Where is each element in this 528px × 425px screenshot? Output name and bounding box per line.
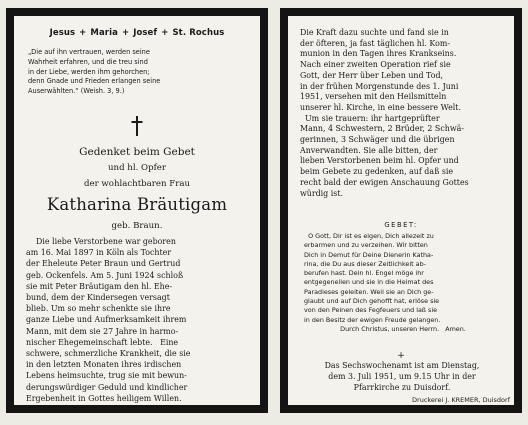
bio-line: nischer Ehegemeinschaft lebte. Eine bbox=[26, 337, 179, 347]
prayer-line: berufen hast. Dein hl. Engel möge ihr bbox=[304, 269, 424, 278]
quote-line: denn Gnade und Frieden erlangen seine bbox=[28, 77, 161, 86]
memorial-text bbox=[300, 28, 506, 199]
prayer-line: Dich in Demut für Deine Dienerin Katha- bbox=[304, 250, 434, 259]
bio-line: am 16. Mai 1897 in Köln als Tochter bbox=[26, 248, 172, 258]
bio-line: Die liebe Verstorbene war geboren bbox=[26, 237, 176, 246]
prayer-text bbox=[304, 232, 502, 334]
cross-separator: + bbox=[161, 28, 169, 38]
text-line: unserer hl. Kirche, in eine bessere Welt. bbox=[300, 102, 461, 112]
quote-line: „Die auf ihn vertrauen, werden seine bbox=[28, 48, 150, 56]
prayer-line: erbarmen und zu verzeihen. Wir bitten bbox=[304, 241, 428, 250]
prayer-title: GEBET: bbox=[384, 221, 418, 229]
prayer-line: rina, die Du aus dieser Zeitlichkeit ab- bbox=[304, 259, 426, 268]
text-line: Mann, 4 Schwestern, 2 Brüder, 2 Schwä- bbox=[300, 124, 464, 134]
prayer-line: von den Peinen des Fegfeuers und laß sie bbox=[304, 306, 438, 315]
text-line: Um sie trauern: ihr hartgeprüfter bbox=[300, 113, 440, 123]
text-line: gerinnen, 3 Schwäger und die übrigen bbox=[300, 135, 455, 145]
cross-separator: + bbox=[79, 28, 87, 38]
prayer-line: Paradieses geleiten. Weil sie an Dich ge- bbox=[304, 287, 434, 296]
printer-imprint bbox=[280, 396, 522, 404]
text-line: Gott, der Herr über Leben und Tod, bbox=[300, 70, 444, 80]
left-panel bbox=[6, 8, 268, 413]
requiem-notice bbox=[298, 361, 506, 393]
quote-line: in der Liebe, werden ihm gehorchen; bbox=[28, 67, 150, 76]
bio-line: bund, dem der Kindersegen versagt bbox=[26, 293, 170, 303]
notice-line: Pfarrkirche zu Duisdorf. bbox=[353, 382, 451, 392]
notice-line: Das Sechswochenamt ist am Dienstag, bbox=[324, 361, 480, 370]
bio-line: blieb. Um so mehr schenkte sie ihre bbox=[26, 304, 171, 314]
bio-line: geb. Ockenfels. Am 5. Juni 1924 schloß bbox=[26, 270, 184, 280]
cross-separator: + bbox=[121, 28, 130, 38]
deceased-name: Katharina Bräutigam bbox=[46, 195, 228, 214]
bio-line: schwere, schmerzliche Krankheit, die sie bbox=[26, 349, 191, 359]
saint-josef: Josef bbox=[133, 28, 158, 38]
greeting-line-2: und hl. Opfer bbox=[108, 163, 166, 173]
notice-line: dem 3. Juli 1951, um 9.15 Uhr in der bbox=[328, 371, 476, 381]
quote-line: Wahrheit erfahren, und die treu sind bbox=[28, 57, 148, 66]
saint-rochus: St. Rochus bbox=[172, 28, 225, 38]
quote-line: Auserwählten.“ (Weish. 3, 9.) bbox=[28, 87, 125, 96]
prayer-line: glaubt und auf Dich gehofft hat, erlöse sie bbox=[304, 297, 440, 306]
biography bbox=[26, 236, 250, 404]
bio-line: sie mit Peter Bräutigam den hl. Ehe- bbox=[26, 281, 173, 291]
bio-line: ganze Liebe und Aufmerksamkeit ihrem bbox=[26, 315, 187, 325]
text-line: Anverwandten. Sie alle bitten, der bbox=[300, 145, 438, 155]
cross-icon bbox=[14, 116, 260, 140]
greeting-line-1: Gedenket beim Gebet bbox=[79, 146, 195, 158]
bio-line: derungswürdiger Geduld und kindlicher bbox=[26, 382, 188, 392]
saint-maria: Maria bbox=[90, 28, 118, 38]
text-line: der öfteren, ja fast täglichen hl. Kom- bbox=[300, 38, 451, 48]
text-line: 1951, versehen mit den Heilsmitteln bbox=[300, 92, 447, 102]
prayer-line: O Gott, Dir ist es eigen, Dich allezeit zu bbox=[304, 232, 434, 240]
maiden-name: geb. Braun. bbox=[111, 221, 163, 231]
scripture-quote bbox=[28, 48, 250, 97]
text-line: Die Kraft dazu suchte und fand sie in bbox=[300, 28, 449, 37]
text-line: in der frühen Morgenstunde des 1. Juni bbox=[300, 81, 459, 91]
text-line: recht bald der ewigen Anschauung Gottes bbox=[300, 177, 469, 187]
cross-divider: + bbox=[397, 351, 405, 361]
saints-header bbox=[18, 28, 256, 38]
text-line: beim Gebete zu gedenken, auf daß sie bbox=[300, 167, 454, 177]
text-line: würdig ist. bbox=[300, 188, 343, 198]
bio-line: in den letzten Monaten ihres irdischen bbox=[26, 360, 182, 370]
printer-text: Druckerei J. KREMER, Duisdorf bbox=[412, 396, 510, 404]
prayer-line: Durch Christus, unseren Herrn. Amen. bbox=[340, 324, 466, 333]
bio-line: der Eheleute Peter Braun und Gertrud bbox=[26, 259, 181, 269]
text-line: munion in den Tagen ihres Krankseins. bbox=[300, 49, 457, 59]
text-line: Nach einer zweiten Operation rief sie bbox=[300, 60, 451, 70]
bio-line: Ergebenheit in Gottes heiligem Willen. bbox=[26, 393, 182, 403]
bio-line: Mann, mit dem sie 27 Jahre in harmo- bbox=[26, 326, 179, 336]
prayer-line: entgegeneilen und sie in die Heimat des bbox=[304, 278, 434, 287]
prayer-line: in den Besitz der ewigen Freude gelangen. bbox=[304, 315, 441, 324]
right-panel bbox=[280, 8, 522, 413]
greeting-line-3: der wohlachtbaren Frau bbox=[84, 179, 190, 189]
saint-jesus: Jesus bbox=[49, 28, 76, 38]
bio-line: Lebens heimsuchte, trug sie mit bewun- bbox=[26, 371, 187, 381]
text-line: lieben Verstorbenen beim hl. Opfer und bbox=[300, 156, 459, 166]
